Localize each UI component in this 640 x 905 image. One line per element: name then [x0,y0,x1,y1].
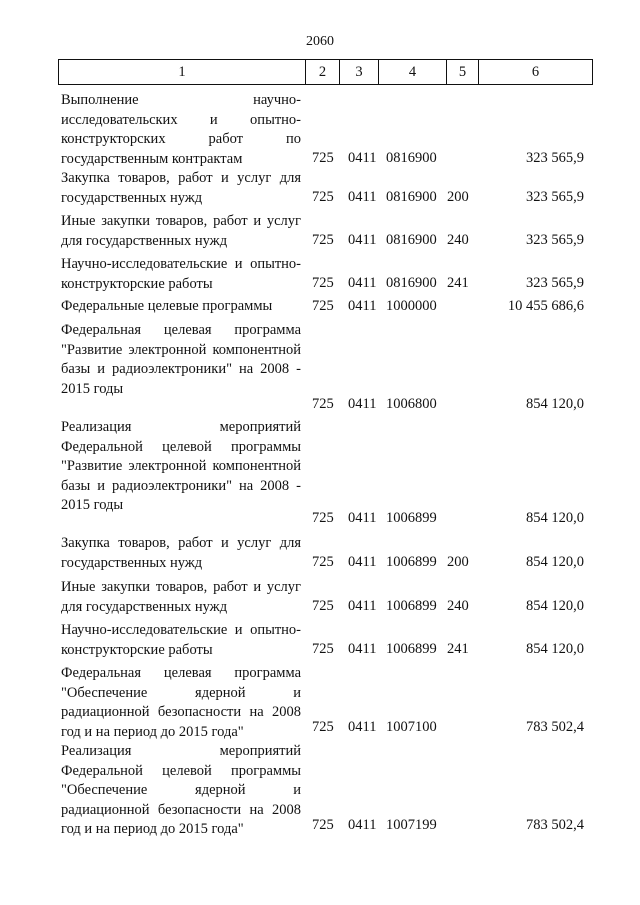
row-col-2: 725 [312,298,334,314]
row-col-3: 0411 [348,598,377,614]
row-name: Реализация мероприятий Федеральной целевой программы "Обеспечение ядерной и радиационной безопасности на 2008 год и на период до 2015 года" [61,743,301,837]
row-col-3: 0411 [348,554,377,570]
row-col-4: 1006899 [386,510,437,526]
row-col-3: 0411 [348,817,377,833]
row-col-5: 240 [447,232,469,248]
row-col-6: 323 565,9 [526,150,584,166]
row-col-2: 725 [312,598,334,614]
row-col-6: 783 502,4 [526,817,584,833]
header-col-6: 6 [531,63,540,80]
row-col-6: 854 120,0 [526,554,584,570]
row-name: Научно-исследовательские и опытно-конструкторские работы [61,622,301,658]
header-col-3: 3 [340,60,379,84]
row-col-3: 0411 [348,298,377,314]
row-col-3: 0411 [348,719,377,735]
row-name: Научно-исследовательские и опытно-конструкторские работы [61,256,301,292]
row-col-4: 0816900 [386,189,437,205]
row-col-4: 0816900 [386,150,437,166]
row-col-3: 0411 [348,150,377,166]
row-col-5: 240 [447,598,469,614]
row-col-5: 241 [447,641,469,657]
row-col-2: 725 [312,719,334,735]
row-col-3: 0411 [348,510,377,526]
row-col-5: 200 [447,189,469,205]
row-col-6: 10 455 686,6 [507,298,584,314]
row-col-4: 1006899 [386,554,437,570]
row-col-3: 0411 [348,189,377,205]
row-col-2: 725 [312,396,334,412]
row-col-3: 0411 [348,232,377,248]
header-col-4: 4 [379,60,447,84]
row-col-2: 725 [312,641,334,657]
row-col-6: 783 502,4 [526,719,584,735]
row-col-6: 854 120,0 [526,510,584,526]
row-col-4: 1006899 [386,641,437,657]
header-col-1: 1 [59,60,306,84]
row-col-6: 323 565,9 [526,189,584,205]
header-col-2: 2 [306,60,340,84]
row-col-6: 323 565,9 [526,275,584,291]
row-name: Иные закупки товаров, работ и услуг для государственных нужд [61,579,301,615]
row-col-2: 725 [312,554,334,570]
row-col-4: 1000000 [386,298,437,314]
row-col-4: 0816900 [386,232,437,248]
row-col-5: 241 [447,275,469,291]
row-name: Федеральные целевые программы [61,298,273,314]
row-col-2: 725 [312,817,334,833]
row-col-2: 725 [312,275,334,291]
row-col-6: 854 120,0 [526,641,584,657]
row-col-3: 0411 [348,275,377,291]
row-col-3: 0411 [348,396,377,412]
header-col-5: 5 [447,60,479,84]
row-name: Закупка товаров, работ и услуг для государственных нужд [61,170,301,206]
row-col-2: 725 [312,510,334,526]
row-col-6: 854 120,0 [526,396,584,412]
row-col-4: 1006800 [386,396,437,412]
row-col-5: 200 [447,554,469,570]
row-col-6: 854 120,0 [526,598,584,614]
row-col-4: 1007199 [386,817,437,833]
row-col-6: 323 565,9 [526,232,584,248]
row-name: Реализация мероприятий Федеральной целевой программы "Развитие электронной компонентной базы и радиоэлектроники" на 2008 - 2015 годы [61,419,301,513]
row-name: Выполнение научно-исследовательских и опытно-конструкторских работ по государственным контрактам [61,92,301,167]
row-name: Федеральная целевая программа "Развитие электронной компонентной базы и радиоэлектроники" на 2008 - 2015 годы [61,322,301,397]
row-col-4: 1007100 [386,719,437,735]
row-name: Иные закупки товаров, работ и услуг для государственных нужд [61,213,301,249]
row-col-4: 0816900 [386,275,437,291]
page-number: 2060 [306,34,334,49]
row-col-3: 0411 [348,641,377,657]
row-name: Федеральная целевая программа "Обеспечение ядерной и радиационной безопасности на 2008 год и на период до 2015 года" [61,665,301,740]
row-col-4: 1006899 [386,598,437,614]
row-col-2: 725 [312,189,334,205]
row-col-2: 725 [312,150,334,166]
row-col-2: 725 [312,232,334,248]
row-name: Закупка товаров, работ и услуг для государственных нужд [61,535,301,571]
